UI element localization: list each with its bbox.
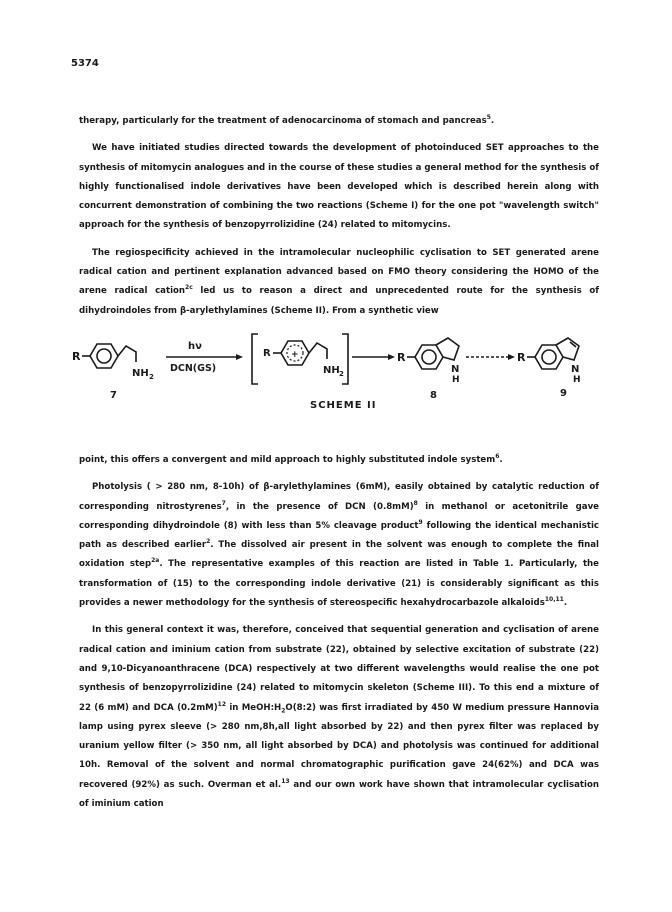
text-run: in MeOH:H	[226, 702, 282, 713]
text-run: in methanol or acetonitrile gave corresponding dihydroindole (8) with less than 5% cleavage product	[79, 501, 600, 531]
text-run: . The representative examples of this reaction are listed in Table 1. Particularly, the transformation of (15) to the corresponding indole derivative (21) is considerably significant as this provides a newer methodology for the synthesis of stereospecific hexahydrocarbazole alkaloids	[79, 559, 599, 609]
svg-text:N: N	[451, 364, 460, 375]
svg-text:N: N	[571, 364, 580, 375]
svg-text:+: +	[291, 350, 299, 360]
substituent-r: R	[72, 350, 81, 363]
text-run: therapy, particularly for the treatment of adenocarcinoma of stomach and pancreas	[79, 116, 487, 126]
text-run: 5	[486, 114, 491, 122]
condition-label: DCN(GS)	[170, 363, 217, 374]
svg-text:H: H	[452, 375, 460, 385]
text-run: 12	[217, 700, 227, 708]
text-run: 2	[281, 707, 286, 715]
compound-9	[517, 338, 581, 399]
radical-cation-intermediate	[252, 334, 348, 384]
amine-label: NH	[132, 368, 149, 379]
text-run: following the identical mechanistic path as described earlier	[79, 520, 599, 551]
text-run: 8	[413, 499, 418, 507]
benzene-ring	[90, 344, 118, 368]
paragraph	[79, 451, 599, 470]
reaction-arrow-2	[352, 354, 395, 360]
label-8: 8	[430, 390, 437, 401]
text-run: The regiospecificity achieved in the intramolecular nucleophilic cyclisation to SET generated arene radical cation and pertinent explanation advanced based on FMO theory considering the HOMO of the arene radical cation	[79, 247, 599, 297]
text-run: 2a	[151, 557, 160, 565]
paragraph	[79, 621, 599, 814]
compound-8	[397, 338, 460, 401]
text-run: . The dissolved air present in the solvent was enough to complete the final oxidation step	[79, 540, 599, 570]
text-run: .	[563, 598, 568, 609]
label-9: 9	[560, 388, 567, 399]
svg-text:H: H	[573, 375, 581, 385]
text-run: and our own work have shown that intramolecular cyclisation of iminium cation	[79, 779, 599, 810]
text-run: 9	[418, 519, 423, 527]
svg-text:R: R	[517, 351, 526, 364]
text-block-bottom	[79, 451, 599, 814]
text-run: point, this offers a convergent and mild approach to highly substituted indole system	[79, 455, 496, 465]
scheme-title: SCHEME II	[310, 400, 377, 411]
reaction-arrow-1	[166, 341, 243, 374]
reaction-arrow-3	[466, 354, 515, 360]
svg-text:NH: NH	[323, 365, 340, 376]
svg-text:R: R	[397, 351, 406, 364]
label-7: 7	[110, 390, 117, 401]
hv-label: hν	[188, 341, 202, 352]
text-run: Photolysis ( > 280 nm, 8-10h) of β-arylethylamines (6mM), easily obtained by catalytic reduction of corresponding nitrostyrenes	[79, 482, 599, 512]
indole-ring	[535, 345, 563, 369]
text-run: In this general context it was, therefore, conceived that sequential generation and cyclisation of arene radical cation and iminium cation from substrate (22), obtained by selective excitation of substrate (22) and 9,10-Dicyanoanthracene (DCA) respectively at two different wavelengths would realise the one pot synthesis of benzopyrrolizidine (24) related to mitomycin skeleton (Scheme III). To this end a mixture of 22 (6 mM) and DCA (0.2mM)	[79, 625, 599, 713]
text-run: led us to reason a direct and unprecedented route for the synthesis of dihydroindoles from β-arylethylamines (Scheme II). From a synthetic view	[79, 286, 599, 316]
svg-text:2: 2	[339, 370, 344, 378]
paragraph	[79, 112, 599, 131]
dihydroindole-ring	[415, 345, 443, 369]
text-run: .	[490, 116, 495, 126]
paragraph	[79, 244, 599, 321]
text-run: , in the presence of DCN (0.8mM)	[225, 501, 414, 512]
text-run: We have initiated studies directed towards the development of photoinduced SET approaches to the synthesis of mitomycin analogues and in the course of these studies a general method for the synthesis of highly functionalised indole derivatives have been developed which is described herein along with concurrent demonstration of combining the two reactions (Scheme I) for the one pot "wavelength switch" approach for the synthesis of benzopyrrolizidine (24) related to mitomycins.	[79, 143, 599, 231]
compound-7	[72, 344, 154, 401]
text-run: 6	[495, 453, 500, 461]
text-run: O(8:2) was first irradiated by 450 W medium pressure Hannovia lamp using pyrex sleeve (> 280 nm,8h,all light absorbed by 22) and then pyrex filter was replaced by uranium yellow filter (> 350 nm, all light absorbed by DCA) and photolysis was continued for additional 10h. Removal of the solvent and normal chromatographic purification gave 24(62%) and DCA was recovered (92%) as such. Overman et al.	[79, 702, 599, 790]
text-run: 10,11	[544, 596, 564, 604]
svg-text:R: R	[263, 348, 271, 359]
paragraph	[79, 478, 599, 613]
text-run: 7	[221, 499, 226, 507]
paragraph	[79, 139, 599, 235]
text-block-top	[79, 112, 599, 321]
amine-subscript: 2	[149, 373, 154, 381]
text-run: 2c	[185, 284, 193, 292]
text-run: 13	[281, 777, 290, 785]
page-number: 5374	[71, 58, 99, 69]
scheme-ii	[70, 326, 610, 436]
text-run: .	[499, 455, 503, 465]
text-run: 2	[206, 538, 211, 546]
